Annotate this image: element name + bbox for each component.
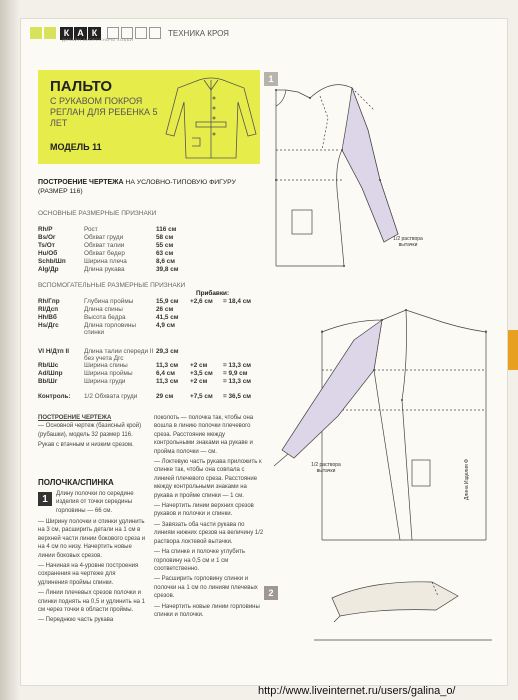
intro-text: ПОСТРОЕНИЕ ЧЕРТЕЖА — Основной чертеж (базисный крой) (рубашки), модель 32 размер 116. Рукав с втачным и низким срезом. — [38, 415, 142, 449]
model-number: МОДЕЛЬ 11 — [50, 142, 102, 152]
cell-name: Высота бедра — [84, 314, 126, 321]
page-gutter — [0, 0, 20, 700]
cell-value: 41,5 см — [156, 314, 179, 321]
cell-code: Hu/Об — [38, 250, 58, 257]
title-panel — [38, 70, 260, 164]
coat-sketch-icon — [164, 74, 258, 162]
cell-code: Rl/Дсп — [38, 306, 59, 313]
cell-value: 6,4 см — [156, 370, 175, 377]
left-instructions: — Ширину полочки и спинки удлинить на 3 см, расширить детали на 1 см в верхней части линии бокового среза и на 4 см по низу. Начертить новые линии боковых срезов. — Начиная на 4-уровне построения сохранения на чертеже для удлинения проймы спинки. — Линии плечевых срезов полочки и спинки поднять на 0,5 и удлинить на 1 см через точки в области проймы. — Переднюю часть рукава — [38, 519, 146, 624]
cell-value: 4,9 см — [156, 322, 175, 329]
cell-plus: +2 см — [190, 362, 208, 369]
cell-name: Длина талии спереди II без учета Дгс — [84, 348, 154, 362]
construction-heading: ПОСТРОЕНИЕ ЧЕРТЕЖА НА УСЛОВНО-ТИПОВУЮ ФИГУРУ (РАЗМЕР 116) — [38, 179, 236, 195]
table-row — [38, 250, 266, 258]
cell-plus: +3,5 см — [190, 370, 213, 377]
cell-value: 8,6 см — [156, 258, 175, 265]
cell-value: 29,3 см — [156, 348, 179, 355]
cell-code: VI H/Дтп II — [38, 348, 70, 355]
cell-code: Rh/Р — [38, 226, 53, 233]
extra-measurements-heading: ВСПОМОГАТЕЛЬНЫЕ РАЗМЕРНЫЕ ПРИЗНАКИ — [38, 282, 186, 289]
cell-value: 11,3 см — [156, 378, 179, 385]
cell-plus: +2,6 см — [190, 298, 213, 305]
cell-total: = 13,3 см — [223, 362, 252, 369]
table-row — [38, 306, 266, 314]
cell-code: Hs/Дгс — [38, 322, 59, 329]
cell-name: Длина горловины спинки — [84, 322, 137, 336]
pattern-diagrams — [262, 70, 506, 650]
cell-name: Ширина груди — [84, 378, 126, 385]
cell-name: Глубина проймы — [84, 298, 134, 305]
cell-code: Ad/Шпр — [38, 370, 63, 377]
cell-name: Длина рукава — [84, 266, 125, 273]
basic-measurements-heading: ОСНОВНЫЕ РАЗМЕРНЫЕ ПРИЗНАКИ — [38, 210, 157, 217]
dart-label-2: 1/2 раствора вытачки — [311, 462, 341, 474]
table-row — [38, 370, 266, 378]
cell-plus: +2 см — [190, 378, 208, 385]
control-row: Контроль: 1/2 Обхвата груди 29 см +7,5 см = 36,5 см — [38, 393, 252, 400]
cell-code: Bs/Ог — [38, 234, 56, 241]
increments-label: Прибавки: — [196, 290, 230, 297]
dart-label-1: 1/2 раствора вытачки — [393, 236, 423, 248]
garment-subtitle: С РУКАВОМ ПОКРОЯ РЕГЛАН ДЛЯ РЕБЕНКА 5 ЛЕТ — [50, 96, 158, 128]
rubric-label: ТЕХНИКА КРОЯ — [168, 28, 229, 38]
cell-value: 58 см — [156, 234, 174, 241]
cell-code: Bb/Шг — [38, 378, 58, 385]
table-row — [38, 226, 266, 234]
step-1-text: Длину полочки по середине изделия от точки середины горловины — 66 см. — [56, 491, 134, 514]
edge-tab — [508, 330, 518, 370]
cell-value: 11,3 см — [156, 362, 179, 369]
cell-code: Hh/Вб — [38, 314, 57, 321]
middle-instructions: поколоть — полочка так, чтобы она вошла в линию полочки плечевого среза. Расстояние между контрольными знаками на рукаве и пройма полочки — см. — Локтевую часть рукава приложить к спинке так, чтобы она совпала с линией плечевого среза. Расстояние между контрольными знаками на рукава и пройме спинки — 1 см. — Начертить линии верхних срезов рукавов и полочки и спинки. — Завязать оба части рукава по линиям нижних срезов на величину 1/2 раствора локтевой вытачки. — На спинке и полочке углубить горловину на 0,5 см и 1 см соответственно. — Расширить горловину спинки и полочки на 1 см по линиям плечевых срезов. — Начертить новые линии горловины спинки и полочки. — [154, 415, 264, 618]
cell-code: Rh/Гпр — [38, 298, 60, 305]
diagram-1-badge: 1 — [264, 72, 278, 86]
table-row — [38, 322, 266, 336]
source-url: http://www.liveinternet.ru/users/galina_o/ — [258, 685, 456, 697]
cell-name: Рост — [84, 226, 98, 233]
section-heading-front-back: ПОЛОЧКА/СПИНКА — [38, 478, 114, 487]
cell-name: Обхват бедер — [84, 250, 125, 257]
cell-name: Ширина спины — [84, 362, 128, 369]
cell-value: 55 см — [156, 242, 174, 249]
cell-value: 116 см — [156, 226, 177, 233]
header-squares — [30, 27, 56, 39]
cell-value: 26 см — [156, 306, 174, 313]
cell-code: Ts/От — [38, 242, 55, 249]
cell-name: Ширина плеча — [84, 258, 127, 265]
cell-name: Обхват груди — [84, 234, 124, 241]
table-row — [38, 298, 266, 306]
length-vertical-label: Длина Изделия Ф — [464, 459, 470, 500]
step-1-badge: 1 — [38, 492, 52, 506]
cell-code: Schb/Шп — [38, 258, 66, 265]
table-row — [38, 258, 266, 266]
table-row — [38, 362, 266, 370]
table-row — [38, 314, 266, 322]
table-row — [38, 242, 266, 250]
table-row — [38, 348, 266, 362]
kak-logo: К А К — [60, 27, 101, 40]
cell-name: Обхват талии — [84, 242, 125, 249]
cell-value: 15,9 см — [156, 298, 179, 305]
cell-value: 39,8 см — [156, 266, 179, 273]
cell-total: = 18,4 см — [223, 298, 252, 305]
cell-code: Alg/Др — [38, 266, 59, 273]
cell-name: Ширина проймы — [84, 370, 133, 377]
table-row — [38, 234, 266, 242]
cell-total: = 9,9 см — [223, 370, 248, 377]
table-row — [38, 378, 266, 386]
table-row — [38, 266, 266, 274]
cell-name: Длина спины — [84, 306, 123, 313]
header-subline: ДИЗАЙН АКСЕССУАРЫ ХОББИ — [62, 37, 134, 42]
garment-title: ПАЛЬТО — [50, 78, 113, 95]
cell-total: = 13,3 см — [223, 378, 252, 385]
cell-code: Rb/Шс — [38, 362, 59, 369]
diagram-2-badge: 2 — [264, 586, 278, 600]
cell-value: 63 см — [156, 250, 174, 257]
